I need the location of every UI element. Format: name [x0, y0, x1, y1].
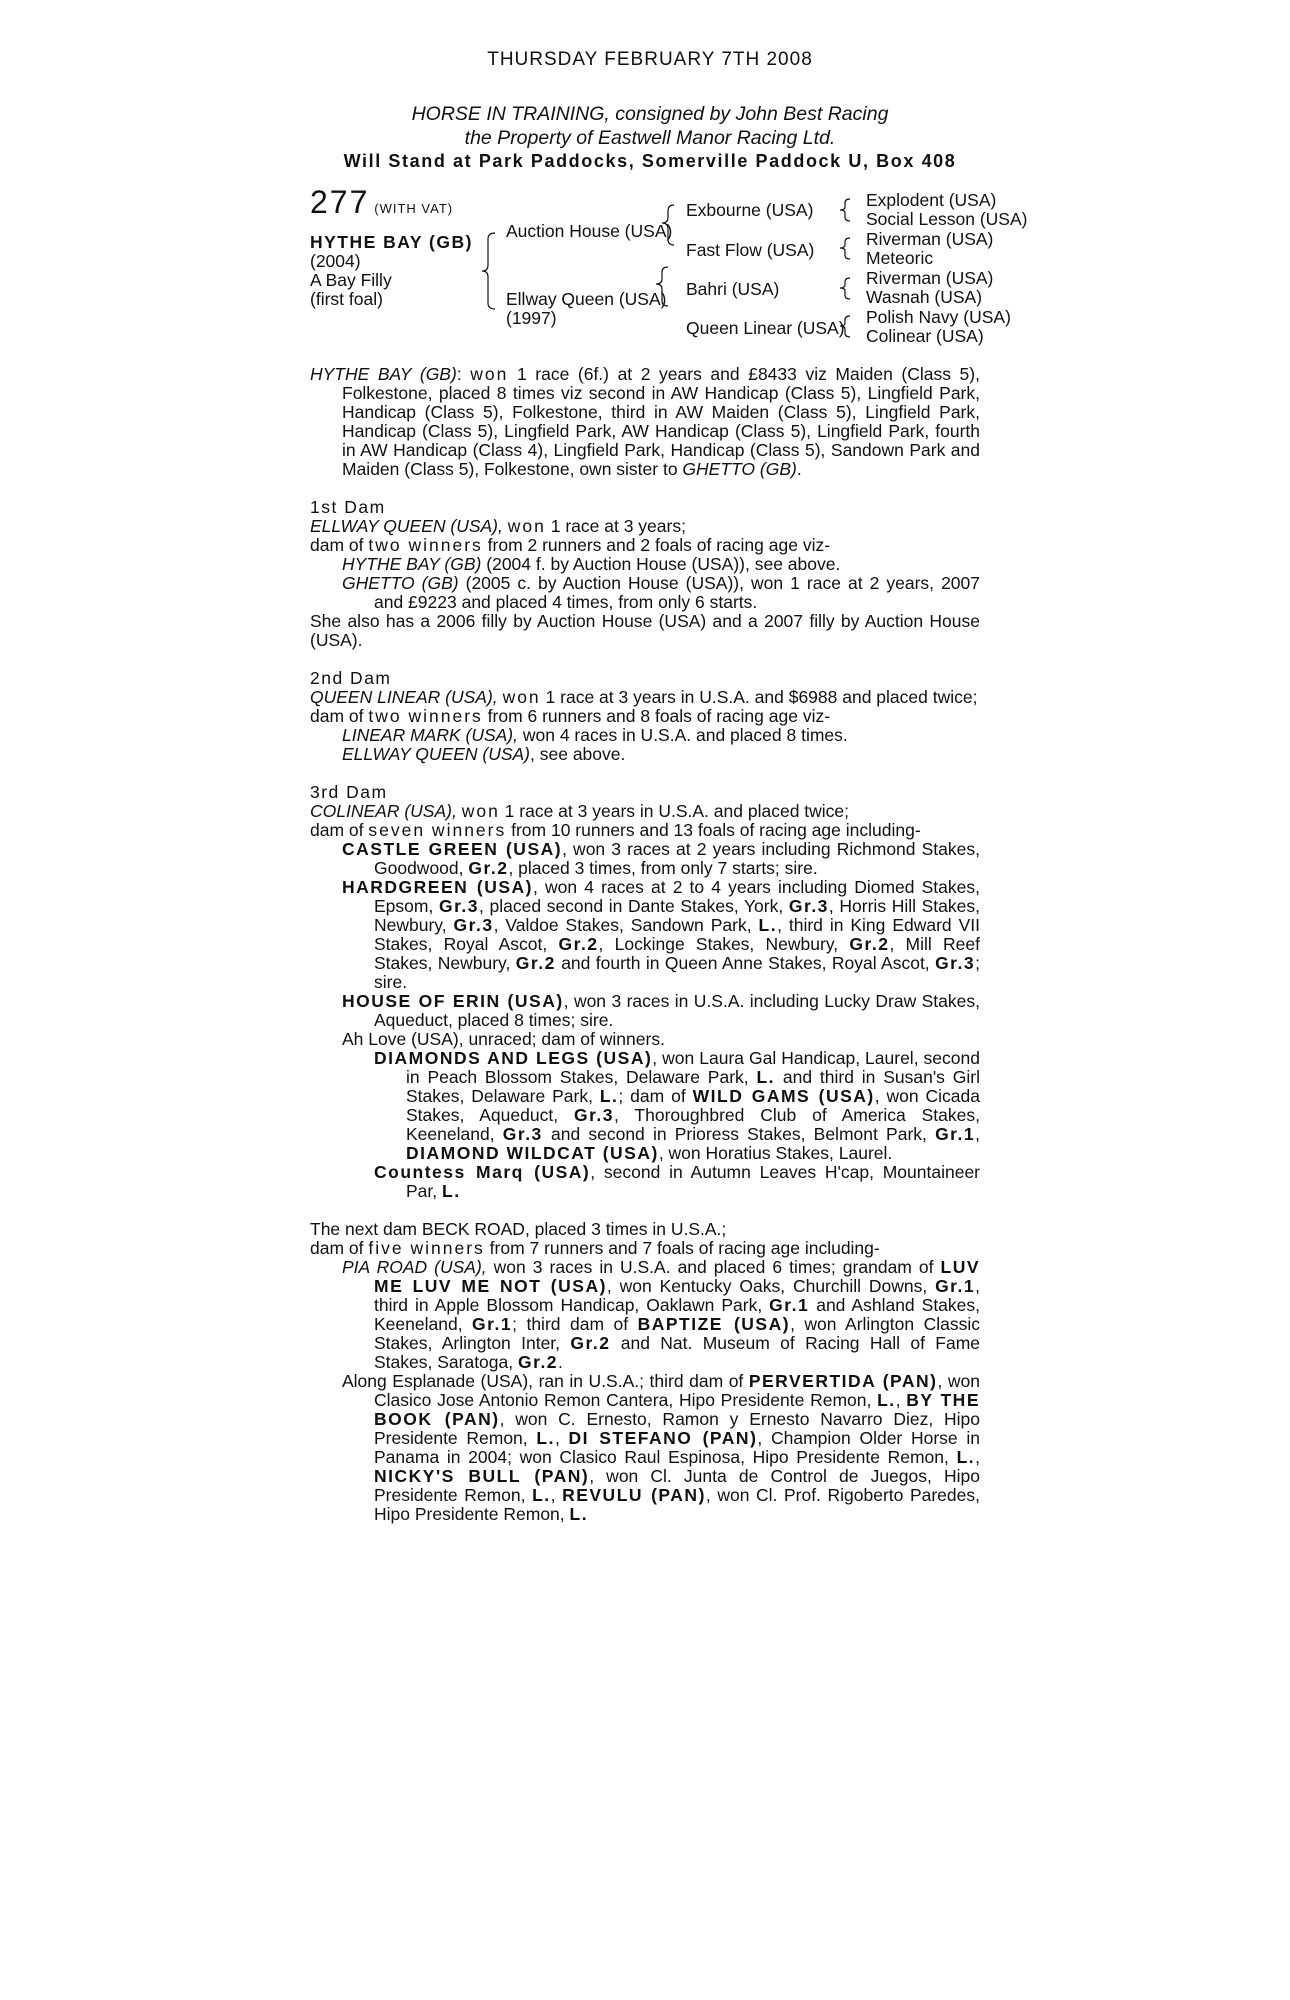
pedigree-sire-sire: Exbourne (USA): [686, 200, 814, 220]
next-dam-record: The next dam BECK ROAD, placed 3 times in U.S.A.;: [310, 1219, 727, 1239]
location-line: Will Stand at Park Paddocks, Somerville Paddock U, Box 408: [343, 151, 957, 171]
pedigree-dam-sire: Bahri (USA): [686, 279, 780, 299]
pedigree-sire-dam: Fast Flow (USA): [686, 240, 815, 260]
first-dam-heading: 1st Dam: [310, 497, 386, 517]
race-record: HYTHE BAY (GB): won 1 race (6f.) at 2 years and £8433 viz Maiden (Class 5), Folkestone, placed 8 times viz second in AW Handicap (Class 5), Lingfield Park, Handicap (Class 5), Folkestone, third in AW Maiden (Class 5), Lingfield Park, Handicap (Class 5), Lingfield Park, AW Handicap (Class 5), Lingfield Park, fourth in AW Handicap (Class 4), Lingfield Park, Handicap (Class 5), Sandown Park and Maiden (Class 5), Folkestone, own sister to GHETTO (GB).: [310, 364, 980, 479]
pedigree-ddd: Colinear (USA): [866, 326, 984, 346]
first-dam-record: ELLWAY QUEEN (USA), won 1 race at 3 years;: [310, 516, 686, 536]
pedigree-dam: Ellway Queen (USA): [506, 289, 667, 309]
third-dam-heading: 3rd Dam: [310, 782, 388, 802]
pedigree-dam-year: (1997): [506, 308, 557, 328]
property-line: the Property of Eastwell Manor Racing Ltd.: [464, 127, 836, 149]
lot-year: (2004): [310, 251, 361, 271]
pedigree-dss: Riverman (USA): [866, 268, 994, 288]
lot-description: A Bay Filly: [310, 270, 392, 290]
third-dam-produce-ah-love: Ah Love (USA), unraced; dam of winners.: [342, 1029, 665, 1049]
lot-header: [310, 184, 454, 220]
first-dam-produce-summary: dam of two winners from 2 runners and 2 foals of racing age viz-: [310, 535, 831, 555]
lot-horse-name: HYTHE BAY (GB): [310, 232, 473, 252]
pedigree-sdd: Meteoric: [866, 248, 934, 268]
grand-produce-countess-marq: Countess Marq (USA), second in Autumn Leaves H'cap, Mountaineer Par, L.: [374, 1162, 981, 1201]
second-dam-record: QUEEN LINEAR (USA), won 1 race at 3 years in U.S.A. and $6988 and placed twice;: [310, 687, 978, 707]
second-dam-heading: 2nd Dam: [310, 668, 392, 688]
lot-note: (first foal): [310, 289, 383, 309]
pedigree-table: [310, 184, 1030, 353]
second-dam-produce-2: ELLWAY QUEEN (USA), see above.: [342, 744, 626, 764]
pedigree-sds: Riverman (USA): [866, 229, 994, 249]
first-dam-produce-2: GHETTO (GB) (2005 c. by Auction House (USA)), won 1 race at 2 years, 2007 and £9223 and placed 4 times, from only 6 starts.: [342, 573, 980, 612]
second-dam-produce-summary: dam of two winners from 6 runners and 8 foals of racing age viz-: [310, 706, 831, 726]
third-dam-produce-house-of-erin: HOUSE OF ERIN (USA), won 3 races in U.S.A. including Lucky Draw Stakes, Aqueduct, placed 8 times; sire.: [342, 991, 980, 1030]
grand-produce-diamonds-and-legs: DIAMONDS AND LEGS (USA), won Laura Gal Handicap, Laurel, second in Peach Blossom Stakes, Delaware Park, L. and third in Susan's Girl Stakes, Delaware Park, L.; dam of WILD GAMS (USA), won Cicada Stakes, Aqueduct, Gr.3, Thoroughbred Club of America Stakes, Keeneland, Gr.3 and second in Prioress Stakes, Belmont Park, Gr.1, DIAMOND WILDCAT (USA), won Horatius Stakes, Laurel.: [374, 1048, 980, 1163]
third-dam-record: COLINEAR (USA), won 1 race at 3 years in U.S.A. and placed twice;: [310, 801, 850, 821]
lot-number: 277: [310, 184, 370, 220]
pedigree-sire: Auction House (USA): [506, 221, 673, 241]
pedigree-dds: Polish Navy (USA): [866, 307, 1011, 327]
first-dam-also: She also has a 2006 filly by Auction House (USA) and a 2007 filly by Auction House (USA).: [310, 611, 980, 650]
third-dam-produce-castle-green: CASTLE GREEN (USA), won 3 races at 2 years including Richmond Stakes, Goodwood, Gr.2, placed 3 times, from only 7 starts; sire.: [342, 839, 980, 878]
catalogue-body: [310, 365, 980, 1524]
third-dam-produce-hardgreen: HARDGREEN (USA), won 4 races at 2 to 4 years including Diomed Stakes, Epsom, Gr.3, placed second in Dante Stakes, York, Gr.3, Horris Hill Stakes, Newbury, Gr.3, Valdoe Stakes, Sandown Park, L., third in King Edward VII Stakes, Royal Ascot, Gr.2, Lockinge Stakes, Newbury, Gr.2, Mill Reef Stakes, Newbury, Gr.2 and fourth in Queen Anne Stakes, Royal Ascot, Gr.3; sire.: [342, 877, 980, 992]
consignment-line: HORSE IN TRAINING, consigned by John Best Racing: [411, 103, 889, 125]
third-dam-produce-summary: dam of seven winners from 10 runners and 13 foals of racing age including-: [310, 820, 921, 840]
second-dam-produce-1: LINEAR MARK (USA), won 4 races in U.S.A. and placed 8 times.: [342, 725, 848, 745]
first-dam-produce-1: HYTHE BAY (GB) (2004 f. by Auction House (USA)), see above.: [342, 554, 841, 574]
vat-note: (WITH VAT): [374, 201, 454, 216]
next-dam-produce-pia-road: PIA ROAD (USA), won 3 races in U.S.A. and placed 6 times; grandam of LUV ME LUV ME NOT (USA), won Kentucky Oaks, Churchill Downs, Gr.1, third in Apple Blossom Handicap, Oaklawn Park, Gr.1 and Ashland Stakes, Keeneland, Gr.1; third dam of BAPTIZE (USA), won Arlington Classic Stakes, Arlington Inter, Gr.2 and Nat. Museum of Racing Hall of Fame Stakes, Saratoga, Gr.2.: [342, 1257, 981, 1372]
pedigree-dam-dam: Queen Linear (USA): [686, 318, 845, 338]
pedigree-sss: Explodent (USA): [866, 190, 997, 210]
pedigree-dsd: Wasnah (USA): [866, 287, 983, 307]
next-dam-produce-summary: dam of five winners from 7 runners and 7 foals of racing age including-: [310, 1238, 880, 1258]
sale-date: THURSDAY FEBRUARY 7TH 2008: [487, 49, 813, 70]
pedigree-ssd: Social Lesson (USA): [866, 209, 1028, 229]
next-dam-produce-along-esplanade: Along Esplanade (USA), ran in U.S.A.; third dam of PERVERTIDA (PAN), won Clasico Jose Antonio Remon Cantera, Hipo Presidente Remon, L., BY THE BOOK (PAN), won C. Ernesto, Ramon y Ernesto Navarro Diez, Hipo Presidente Remon, L., DI STEFANO (PAN), Champion Older Horse in Panama in 2004; won Clasico Raul Espinosa, Hipo Presidente Remon, L., NICKY'S BULL (PAN), won Cl. Junta de Control de Juegos, Hipo Presidente Remon, L., REVULU (PAN), won Cl. Prof. Rigoberto Paredes, Hipo Presidente Remon, L.: [342, 1371, 981, 1524]
